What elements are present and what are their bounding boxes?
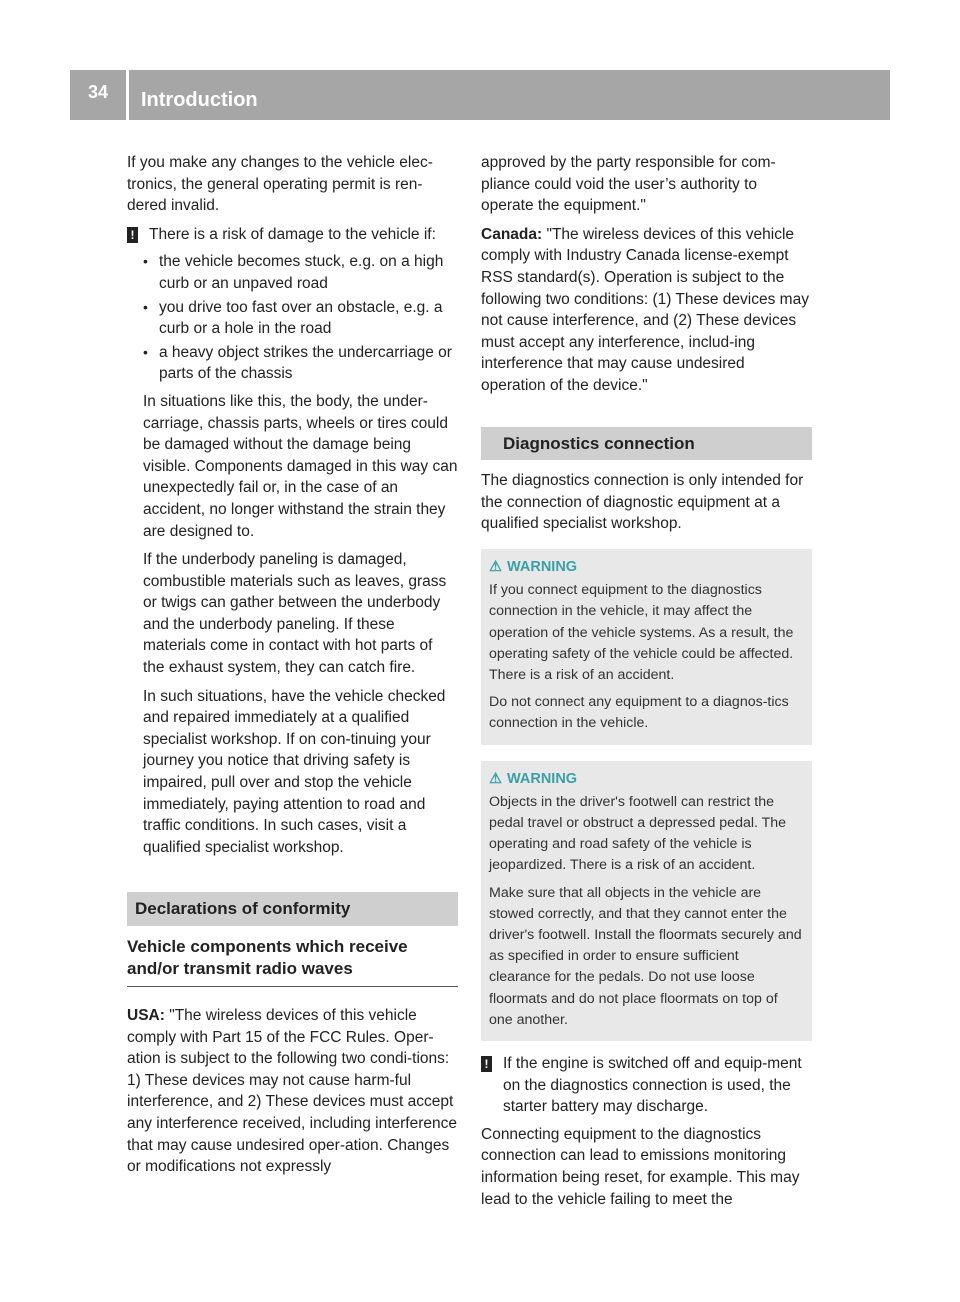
sub-heading: Vehicle components which receive and/or transmit radio waves — [127, 936, 458, 987]
warning-text: Do not connect any equipment to a diagnos-tics connection in the vehicle. — [489, 694, 789, 732]
warning-text: Objects in the driver's footwell can restrict the pedal travel or obstruct a depressed pedal. The operating and road safety of the vehicle is jeopardized. There is a risk of an accident. — [489, 793, 787, 874]
list-item: • you drive too fast over an obstacle, e.g. a curb or a hole in the road — [127, 297, 458, 340]
paragraph — [481, 224, 812, 397]
paragraph: Connecting equipment to the diagnostics connection can lead to emissions monitoring information being reset, for example. This may lead to the vehicle failing to meet the — [481, 1125, 800, 1208]
warning-header — [489, 557, 804, 578]
section-heading — [481, 427, 812, 461]
bullet-list — [127, 251, 458, 385]
warning-text: Make sure that all objects in the vehicle are stowed correctly, and that they cannot enter the driver's footwell. Install the floormats securely and as specified in order to ensure sufficient clearance for the pedals. Do not use loose floormats and do not place floormats on top of one another. — [489, 884, 802, 1028]
warning-box — [481, 761, 812, 1041]
warning-label: WARNING — [507, 558, 578, 575]
header-divider — [126, 70, 129, 120]
notice-icon: ! — [127, 227, 138, 243]
warning-header — [489, 769, 804, 790]
section-heading — [127, 892, 458, 926]
notice-text: If the engine is switched off and equip-ment on the diagnostics connection is used, the starter battery may discharge. — [503, 1054, 802, 1116]
paragraph: If you make any changes to the vehicle elec-tronics, the general operating permit is ren-dered invalid. — [127, 154, 433, 215]
section-heading-text: Diagnostics connection — [503, 433, 695, 453]
warning-box — [481, 549, 812, 745]
page-title: Introduction — [141, 89, 258, 111]
right-column — [481, 152, 812, 1217]
section-heading-text: Declarations of conformity — [135, 899, 351, 919]
paragraph: If the underbody paneling is damaged, combustible materials such as leaves, grass or twigs can gather between the underbody and the underbody paneling. If these materials come in contact with hot parts of the exhaust system, they can catch fire. — [143, 551, 447, 677]
page-number: 34 — [87, 82, 109, 102]
list-item: • the vehicle becomes stuck, e.g. on a high curb or an unpaved road — [127, 251, 458, 294]
notice — [481, 1053, 812, 1118]
paragraph: In situations like this, the body, the under-carriage, chassis parts, wheels or tires could be damaged without the damage being visible. Components damaged in this way can unexpectedly fail or, in the case of an accident, no longer withstand the strain they are designed to. — [143, 392, 458, 540]
usa-text: "The wireless devices of this vehicle comply with Part 15 of the FCC Rules. Oper-ation is subject to the following two condi-tions: 1) These devices may not cause harm-ful interference, and 2) These devices must accept any interference received, including interference that may cause undesired oper-ation. Changes or modifications not expressly — [127, 1007, 457, 1176]
left-column — [127, 152, 458, 1185]
notice — [127, 224, 458, 246]
paragraph: The diagnostics connection is only intended for the connection of diagnostic equipment at a qualified specialist workshop. — [481, 472, 804, 533]
canada-label: Canada: — [481, 225, 543, 243]
list-item: • a heavy object strikes the undercarriage or parts of the chassis — [127, 342, 458, 385]
warning-icon: ⚠ — [489, 770, 502, 787]
usa-label: USA: — [127, 1007, 165, 1024]
notice-text: There is a risk of damage to the vehicle if: — [149, 225, 436, 243]
paragraph — [127, 1005, 458, 1178]
paragraph: In such situations, have the vehicle checked and repaired immediately at a qualified specialist workshop. If on con-tinuing your journey you notice that driving safety is impaired, pull over and stop the vehicle immediately, paying attention to road and traffic conditions. In such cases, visit a qualified specialist workshop. — [143, 687, 446, 856]
warning-label: WARNING — [507, 770, 578, 787]
warning-text: If you connect equipment to the diagnostics connection in the vehicle, it may affect the operation of the vehicle systems. As a result, the operating safety of the vehicle could be affected. There is a risk of an accident. — [489, 582, 794, 683]
notice-icon: ! — [481, 1056, 492, 1072]
warning-icon: ⚠ — [489, 558, 502, 575]
canada-text: "The wireless devices of this vehicle comply with Industry Canada license-exempt RSS standard(s). Operation is subject to the following two conditions: (1) These devices may not cause interference, and (2) These devices must accept any interference, includ-ing interference that may cause undesired operation of the device." — [481, 225, 809, 394]
paragraph: approved by the party responsible for com-pliance could void the user’s authority to operate the equipment." — [481, 154, 776, 215]
